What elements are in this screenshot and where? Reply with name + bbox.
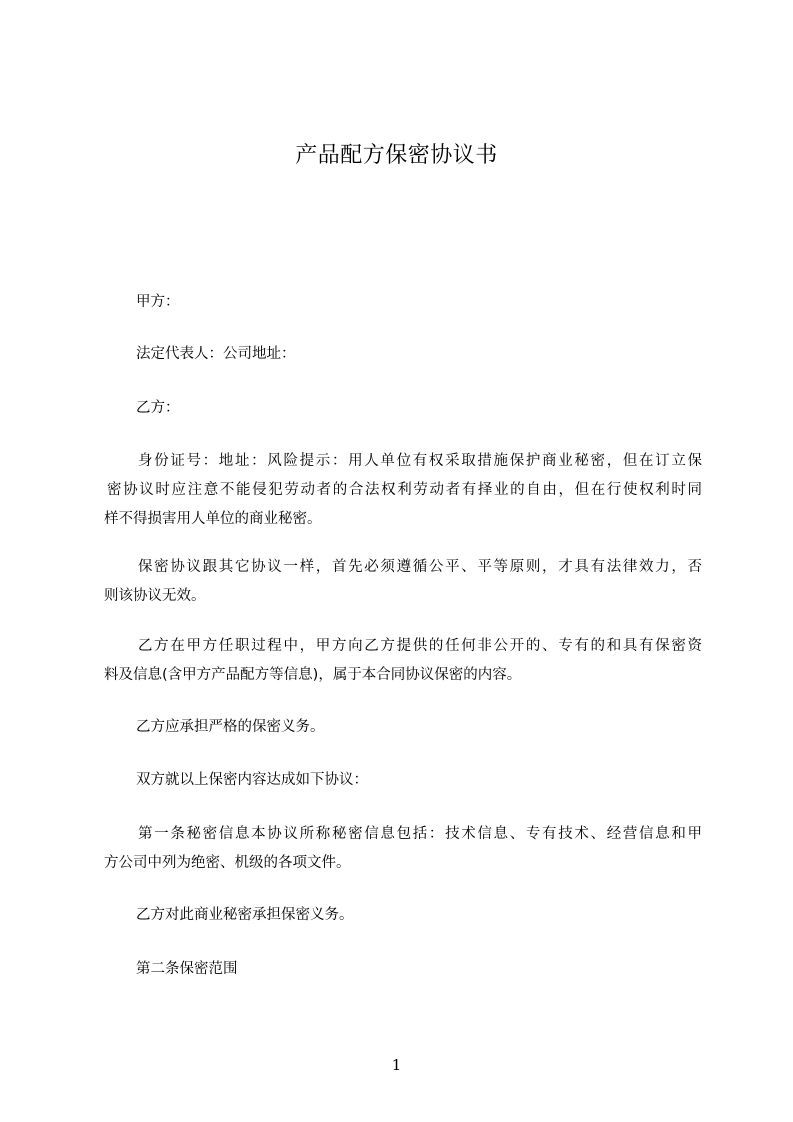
paragraph-party-b-obligation bbox=[136, 901, 704, 930]
paragraph-risk-notice bbox=[104, 447, 702, 534]
paragraph-line: 乙方在甲方任职过程中，甲方向乙方提供的任何非公开的、专有的和具有保密资 bbox=[138, 638, 702, 654]
paragraph-line: 乙方对此商业秘密承担保密义务。 bbox=[136, 907, 354, 923]
paragraph-line: 双方就以上保密内容达成如下协议： bbox=[136, 772, 368, 788]
paragraph-line: 密协议时应注意不能侵犯劳动者的合法权利劳动者有择业的自由，但在行使权利时同 bbox=[107, 482, 702, 498]
paragraph-line: 料及信息(含甲方产品配方等信息)，属于本合同协议保密的内容。 bbox=[104, 667, 522, 683]
paragraph-legal-representative bbox=[136, 340, 704, 369]
paragraph-line: 乙方： bbox=[136, 400, 180, 416]
paragraph-obligation bbox=[136, 713, 704, 742]
paragraph-article-one bbox=[104, 820, 702, 878]
paragraph-fairness bbox=[104, 553, 702, 611]
paragraph-line: 样不得损害用人单位的商业秘密。 bbox=[104, 511, 322, 527]
paragraph-confidential-content bbox=[104, 632, 702, 690]
paragraph-party-a bbox=[136, 288, 704, 317]
paragraph-article-two bbox=[136, 955, 704, 984]
paragraph-line: 乙方应承担严格的保密义务。 bbox=[136, 719, 325, 735]
paragraph-line: 甲方： bbox=[136, 294, 180, 310]
paragraph-line: 第二条保密范围 bbox=[136, 961, 238, 977]
paragraph-line: 法定代表人：公司地址： bbox=[136, 346, 296, 362]
paragraph-line: 则该协议无效。 bbox=[104, 588, 206, 604]
document-title: 产品配方保密协议书 bbox=[295, 143, 498, 168]
paragraph-agreement bbox=[136, 766, 704, 795]
paragraph-line: 方公司中列为绝密、机级的各项文件。 bbox=[104, 855, 351, 871]
page-number: 1 bbox=[391, 1056, 402, 1074]
paragraph-line: 保密协议跟其它协议一样，首先必须遵循公平、平等原则，才具有法律效力，否 bbox=[138, 559, 702, 575]
paragraph-party-b bbox=[136, 394, 704, 423]
paragraph-line: 第一条秘密信息本协议所称秘密信息包括：技术信息、专有技术、经营信息和甲 bbox=[138, 826, 702, 842]
paragraph-line: 身份证号：地址：风险提示：用人单位有权采取措施保护商业秘密，但在订立保 bbox=[138, 453, 702, 469]
